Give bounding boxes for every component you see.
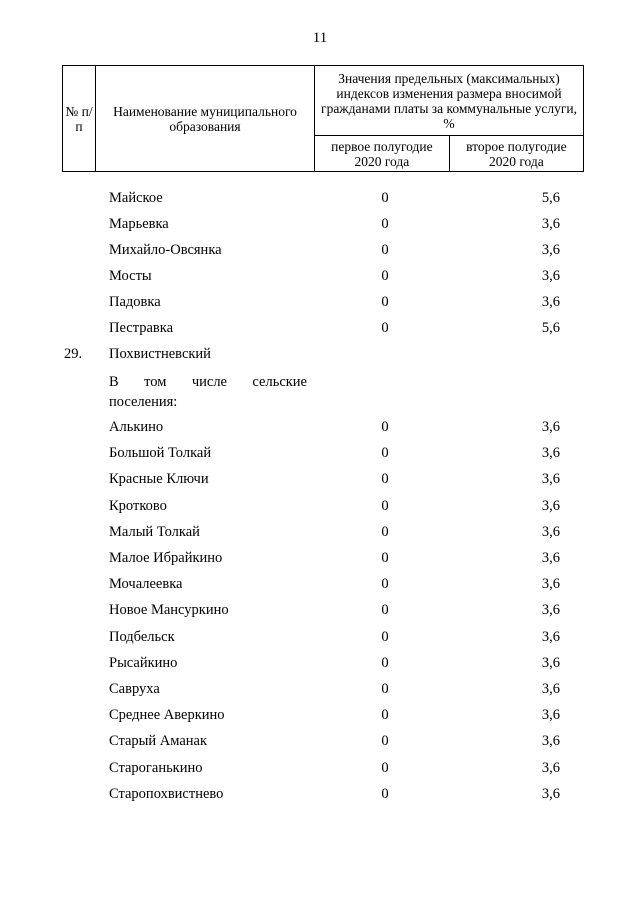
value-first-half: 0 <box>381 445 389 462</box>
settlement-name: Большой Толкай <box>109 445 212 462</box>
value-second-half: 5,6 <box>541 320 560 336</box>
table-row <box>0 599 640 621</box>
value-second-half: 3,6 <box>541 268 560 284</box>
value-second-half: 3,6 <box>541 681 560 697</box>
value-second-half: 3,6 <box>541 733 560 750</box>
table-row <box>0 239 640 261</box>
district-row <box>0 343 640 365</box>
value-second-half: 3,6 <box>541 216 560 232</box>
table-row <box>0 291 640 313</box>
settlement-name: Алькино <box>109 419 164 435</box>
value-first-half: 0 <box>381 523 389 540</box>
value-second-half: 3,6 <box>541 576 560 593</box>
value-second-half: 3,6 <box>541 785 560 802</box>
value-first-half: 0 <box>381 785 389 802</box>
settlements-note <box>109 372 307 412</box>
table-header <box>62 65 584 172</box>
settlement-name: Малый Толкай <box>109 523 200 540</box>
table-row <box>0 678 640 700</box>
value-second-half: 3,6 <box>541 628 560 645</box>
settlement-name: Кротково <box>109 497 167 514</box>
table-row <box>0 187 640 209</box>
settlement-name: Михайло-Овсянка <box>109 242 222 258</box>
value-first-half: 0 <box>381 681 389 697</box>
settlement-name: Среднее Аверкино <box>109 707 225 724</box>
table-row <box>0 730 640 752</box>
value-first-half: 0 <box>381 294 389 310</box>
table-row <box>0 317 640 339</box>
settlement-name: Мосты <box>109 268 152 284</box>
value-first-half: 0 <box>381 471 389 488</box>
value-second-half: 3,6 <box>541 497 560 514</box>
table-row <box>0 213 640 235</box>
value-second-half: 3,6 <box>541 550 560 566</box>
table-row <box>0 442 640 464</box>
header-col-name: Наименование муниципального образования <box>96 66 315 172</box>
table-row <box>0 521 640 543</box>
value-second-half: 5,6 <box>541 190 560 206</box>
table-row <box>0 757 640 779</box>
value-first-half: 0 <box>381 707 389 724</box>
district-number: 29. <box>64 346 83 362</box>
value-first-half: 0 <box>381 320 389 336</box>
value-first-half: 0 <box>381 576 389 593</box>
settlement-name: Савруха <box>109 681 160 697</box>
settlement-name: Малое Ибрайкино <box>109 550 223 566</box>
table-row <box>0 704 640 726</box>
header-col-number: № п/п <box>63 66 96 172</box>
header-sub-second-half: второе полугодие 2020 года <box>449 136 583 172</box>
value-first-half: 0 <box>381 242 389 258</box>
table-row <box>0 468 640 490</box>
settlement-name: Майское <box>109 190 163 206</box>
value-first-half: 0 <box>381 419 389 435</box>
page-number: 11 <box>312 30 328 46</box>
value-first-half: 0 <box>381 654 389 671</box>
value-second-half: 3,6 <box>541 707 560 724</box>
value-first-half: 0 <box>381 602 389 619</box>
value-second-half: 3,6 <box>541 759 560 776</box>
settlement-name: Красные Ключи <box>109 471 209 488</box>
table-row <box>0 416 640 438</box>
value-second-half: 3,6 <box>541 294 560 310</box>
district-name: Похвистневский <box>109 346 211 362</box>
value-first-half: 0 <box>381 497 389 514</box>
value-second-half: 3,6 <box>541 523 560 540</box>
settlement-name: Мочалеевка <box>109 576 183 593</box>
value-second-half: 3,6 <box>541 419 560 435</box>
value-first-half: 0 <box>381 628 389 645</box>
table-row <box>0 652 640 674</box>
value-second-half: 3,6 <box>541 654 560 671</box>
value-second-half: 3,6 <box>541 242 560 258</box>
table-row <box>0 547 640 569</box>
table-row <box>0 573 640 595</box>
value-first-half: 0 <box>381 216 389 232</box>
settlement-name: Падовка <box>109 294 161 310</box>
table-row <box>0 265 640 287</box>
settlement-name: Старопохвистнево <box>109 785 224 802</box>
settlement-name: Рысайкино <box>109 654 178 671</box>
value-first-half: 0 <box>381 268 389 284</box>
settlement-name: Староганькино <box>109 759 203 776</box>
header-sub-first-half: первое полугодие 2020 года <box>315 136 450 172</box>
settlement-name: Новое Мансуркино <box>109 602 229 619</box>
settlement-name: Старый Аманак <box>109 733 208 750</box>
value-first-half: 0 <box>381 550 389 566</box>
settlement-name: Марьевка <box>109 216 169 232</box>
value-second-half: 3,6 <box>541 602 560 619</box>
table-row <box>0 783 640 805</box>
table-row <box>0 495 640 517</box>
note-first-line: В том числе сельские <box>109 374 307 390</box>
settlement-name: Пестравка <box>109 320 174 336</box>
value-second-half: 3,6 <box>541 471 560 488</box>
header-col-values: Значения предельных (максимальных) индексов изменения размера вносимой гражданами платы за коммунальные услуги, % <box>315 66 584 136</box>
value-second-half: 3,6 <box>541 445 560 462</box>
note-second-line: поселения: <box>109 394 178 410</box>
value-first-half: 0 <box>381 190 389 206</box>
value-first-half: 0 <box>381 733 389 750</box>
table-row <box>0 626 640 648</box>
value-first-half: 0 <box>381 759 389 776</box>
settlement-name: Подбельск <box>109 628 175 645</box>
